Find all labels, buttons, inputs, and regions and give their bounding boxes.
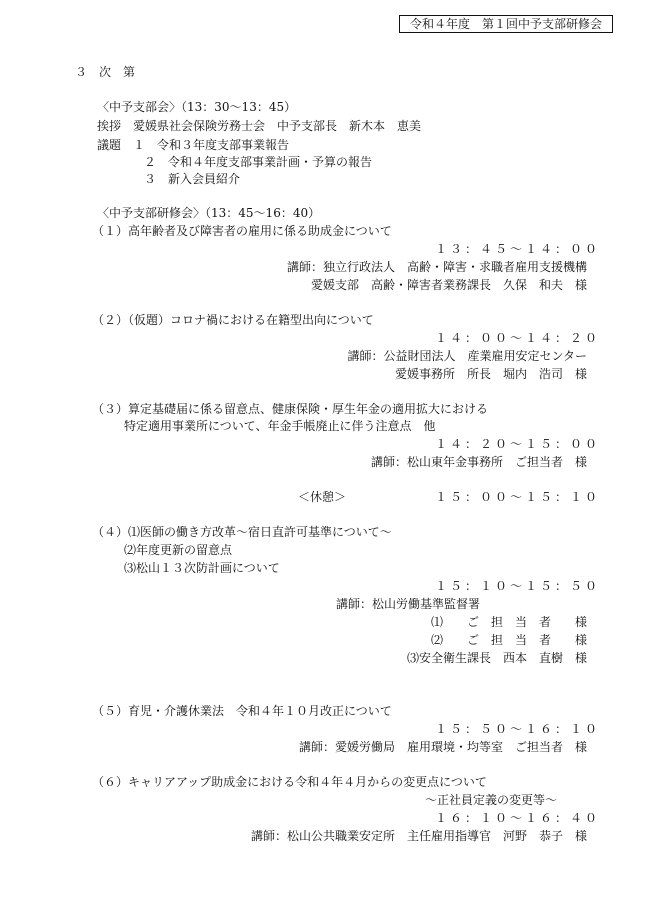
training-label: 〈中予支部研修会〉 bbox=[97, 206, 206, 220]
header-box: 令和４年度 第１回中予支部研修会 bbox=[399, 15, 613, 33]
session-1-lecturer-1: 講師：独立行政法人 高齢・障害・求職者雇用支援機構 bbox=[286, 260, 587, 274]
session-6-title: （６）キャリアアップ助成金における令和４年４月からの変更点について bbox=[92, 775, 487, 789]
agenda-item-2: ２ 令和４年度支部事業計画・予算の報告 bbox=[144, 155, 373, 169]
break-label: ＜休憩＞ bbox=[298, 490, 347, 504]
training-heading bbox=[97, 207, 320, 219]
session-4-title-1: （４）⑴医師の働き方改革〜宿日直許可基準について〜 bbox=[92, 525, 392, 539]
break-time: １５：００〜１５：１０ bbox=[434, 490, 600, 504]
session-6-subtitle: 〜正社員定義の変更等〜 bbox=[424, 793, 557, 807]
session-1-title: （１）高年齢者及び障害者の雇用に係る助成金について bbox=[92, 224, 392, 238]
session-6-time: １６：１０〜１６：４０ bbox=[434, 811, 600, 825]
session-4-title-3: ⑶松山１３次防計画について bbox=[124, 561, 280, 575]
session-5-lecturer: 講師：愛媛労働局 雇用環境・均等室 ご担当者 様 bbox=[298, 740, 587, 754]
session-4-time: １５：１０〜１５：５０ bbox=[434, 579, 600, 593]
session-3-lecturer: 講師：松山東年金事務所 ご担当者 様 bbox=[370, 455, 587, 469]
session-5-time: １５：５０〜１６：１０ bbox=[434, 722, 600, 736]
session-4-lecturer: 講師：松山労働基準監督署 bbox=[336, 597, 481, 611]
session-2-time: １４：００〜１４：２０ bbox=[434, 331, 600, 345]
session-4-title-2: ⑵年度更新の留意点 bbox=[124, 543, 233, 557]
session-3-title-1: （３）算定基礎届に係る留意点、健康保険・厚生年金の適用拡大における bbox=[92, 402, 489, 416]
session-1-time: １３：４５〜１４：００ bbox=[434, 242, 600, 256]
session-4-sub-3: ⑶安全衛生課長 西本 直樹 様 bbox=[406, 651, 587, 665]
agenda-item-1: 議題 １ 令和３年度支部事業報告 bbox=[97, 138, 290, 152]
session-6-lecturer: 講師：松山公共職業安定所 主任雇用指導官 河野 恭子 様 bbox=[250, 829, 587, 843]
session-4-sub-2: ⑵ ご 担 当 者 様 bbox=[430, 633, 587, 647]
branch-meeting-time: （13：30〜13：45） bbox=[181, 100, 297, 114]
session-2-lecturer-2: 愛媛事務所 所長 堀内 浩司 様 bbox=[394, 367, 587, 381]
session-3-time: １４：２０〜１５：００ bbox=[434, 437, 600, 451]
session-4-sub-1: ⑴ ご 担 当 者 様 bbox=[430, 615, 587, 629]
session-3-title-2: 特定適用事業所について、年金手帳廃止に伴う注意点 他 bbox=[124, 419, 436, 433]
section-title: ３ 次 第 bbox=[75, 65, 136, 79]
branch-meeting-label: 〈中予支部会〉 bbox=[97, 100, 182, 114]
training-time: （13：45〜16：40） bbox=[205, 206, 321, 220]
agenda-item-3: ３ 新入会員紹介 bbox=[144, 172, 241, 186]
session-2-lecturer-1: 講師：公益財団法人 産業雇用安定センター bbox=[347, 349, 587, 363]
branch-meeting-heading bbox=[97, 101, 296, 113]
session-1-lecturer-2: 愛媛支部 高齢・障害者業務課長 久保 和夫 様 bbox=[310, 278, 587, 292]
session-5-title: （５）育児・介護休業法 令和４年１０月改正について bbox=[92, 704, 392, 718]
greeting-line: 挨拶 愛媛県社会保険労務士会 中予支部長 新木本 恵美 bbox=[97, 119, 422, 133]
session-2-title: （２）（仮題）コロナ禍における在籍型出向について bbox=[92, 313, 374, 327]
